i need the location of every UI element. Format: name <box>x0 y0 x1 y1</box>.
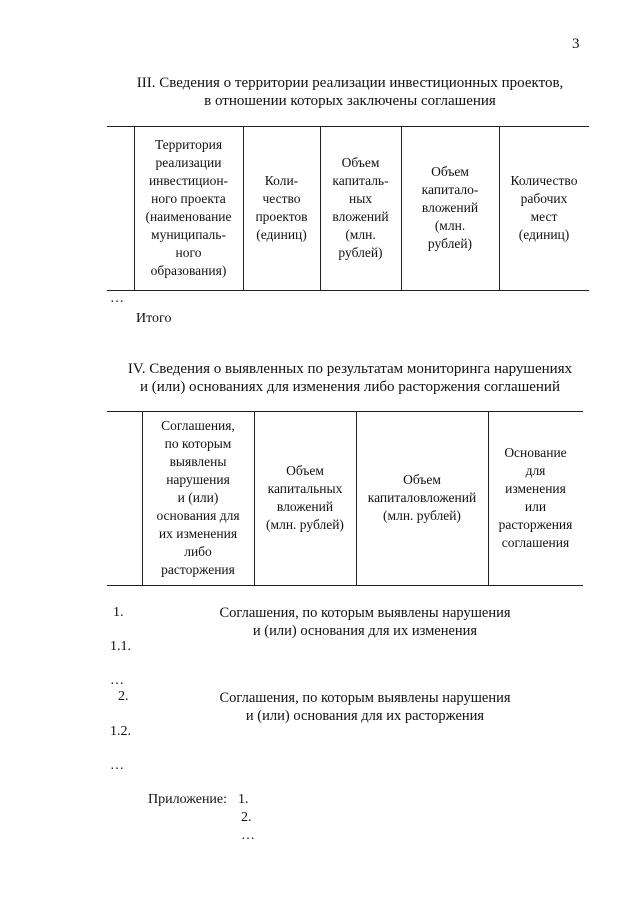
section4-title-line1: IV. Сведения о выявленных по результатам мониторинга нарушениях <box>127 361 573 377</box>
appendix-item: 2. <box>241 810 252 825</box>
row-number: 1. <box>113 605 124 620</box>
column-header-jobs: Количество рабочих мест (единиц) <box>510 173 578 242</box>
appendix-item: 1. <box>238 792 249 807</box>
appendix-ellipsis: … <box>241 828 255 843</box>
section3-total-label: Итого <box>136 311 172 326</box>
row-number: 2. <box>118 689 129 704</box>
row-text-line2: и (или) основания для их расторжения <box>245 708 485 724</box>
section4-title-line2: и (или) основаниях для изменения либо расторжения соглашений <box>140 379 560 395</box>
table-bottom-border <box>107 585 583 586</box>
row-text-line2: и (или) основания для их изменения <box>252 623 478 639</box>
column-header-territory: Территория реализации инвестицион- ного проекта (наименование муниципаль- ного образования) <box>145 137 232 278</box>
appendix-label: Приложение: <box>148 792 228 807</box>
column-header-agreements: Соглашения, по которым выявлены нарушения и (или) основания для их изменения либо расторжения <box>156 418 240 577</box>
column-header-capital-investments: Объем капиталь- ных вложений (млн. рублей) <box>332 155 389 260</box>
row-text-line1: Соглашения, по которым выявлены нарушения <box>219 605 511 621</box>
column-header-capital-investments: Объем капитальных вложений (млн. рублей) <box>266 463 344 532</box>
section3-title-line2: в отношении которых заключены соглашения <box>204 93 496 109</box>
page-number: 3 <box>572 36 580 52</box>
row-number: 1.2. <box>110 724 131 739</box>
row-number: 1.1. <box>110 639 131 654</box>
section3-ellipsis: … <box>110 291 124 306</box>
column-header-project-count: Коли- чество проектов (единиц) <box>255 173 308 242</box>
row-ellipsis: … <box>110 758 124 773</box>
column-header-capital-investment-volume: Объем капитало- вложений (млн. рублей) <box>421 164 479 251</box>
row-ellipsis: … <box>110 673 124 688</box>
column-header-grounds: Основание для изменения или расторжения соглашения <box>498 445 573 550</box>
section3-title-line1: III. Сведения о территории реализации инвестиционных проектов, <box>136 75 564 91</box>
table-bottom-border <box>107 290 589 291</box>
row-text-line1: Соглашения, по которым выявлены нарушения <box>219 690 511 706</box>
column-header-capital-investment-volume: Объем капиталовложений (млн. рублей) <box>367 472 477 523</box>
